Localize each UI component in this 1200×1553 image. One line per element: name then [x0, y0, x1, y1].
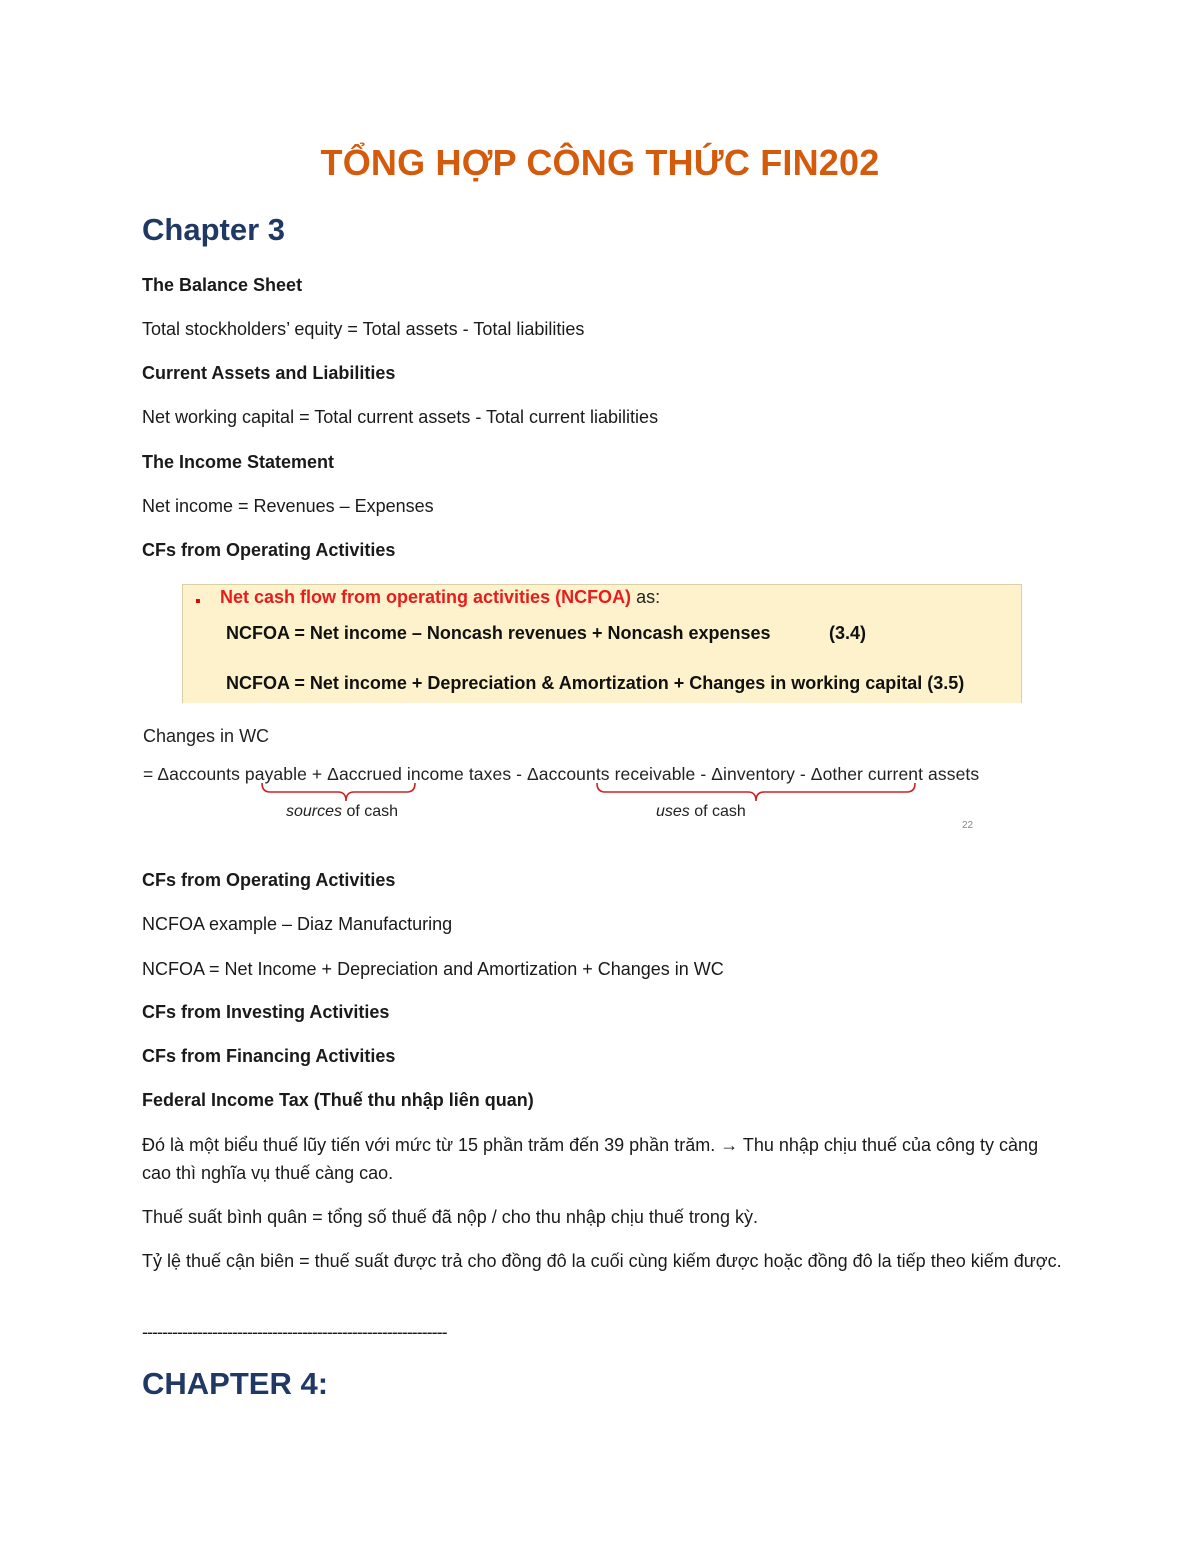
ncfoa-formula: NCFOA = Net Income + Depreciation and Amortization + Changes in WC [142, 959, 724, 979]
document-title: TỔNG HỢP CÔNG THỨC FIN202 [320, 142, 880, 183]
ncfoa-formula-1: NCFOA = Net income – Noncash revenues + Noncash expenses [226, 623, 771, 643]
net-working-capital-formula: Net working capital = Total current assets - Total current liabilities [142, 407, 659, 427]
cfo-heading-2: CFs from Operating Activities [142, 870, 396, 890]
ncfoa-formula-1-number: (3.4) [829, 623, 867, 643]
tax-paragraph-1: Đó là một biểu thuế lũy tiến với mức từ 15 phần trăm đến 39 phần trăm. → Thu nhập chịu thuế của công ty càng cao thì nghĩa vụ thuế càng cao. [142, 1135, 1039, 1183]
bullet-icon: ▪ [195, 593, 201, 610]
tax-paragraph-3: Tỷ lệ thuế cận biên = thuế suất được trả cho đồng đô la cuối cùng kiếm được hoặc đồng đô la tiếp theo kiếm được. [142, 1251, 1062, 1271]
sources-label-normal: of cash [342, 803, 399, 820]
changes-in-wc-title: Changes in WC [143, 726, 270, 746]
uses-label-normal: of cash [689, 803, 746, 820]
uses-label-italic: uses [656, 803, 690, 820]
ncfoa-example: NCFOA example – Diaz Manufacturing [142, 914, 453, 934]
cff-heading: CFs from Financing Activities [142, 1046, 396, 1066]
slide-number: 22 [962, 820, 974, 831]
balance-sheet-heading: The Balance Sheet [142, 275, 303, 295]
uses-of-cash-label [656, 803, 746, 821]
income-statement-heading: The Income Statement [142, 452, 335, 472]
ncfoa-intro-tail: as: [631, 587, 661, 607]
sources-brace [262, 783, 415, 801]
current-assets-heading: Current Assets and Liabilities [142, 363, 396, 383]
net-income-formula: Net income = Revenues – Expenses [142, 496, 434, 516]
cfi-heading: CFs from Investing Activities [142, 1002, 390, 1022]
separator-line: ------------------------------------------------------------- [142, 1322, 447, 1342]
chapter-4-heading: CHAPTER 4: [142, 1366, 329, 1401]
uses-brace [597, 783, 915, 801]
ncfoa-formula-2: NCFOA = Net income + Depreciation & Amortization + Changes in working capital (3.5) [226, 673, 965, 693]
chapter-3-heading: Chapter 3 [142, 212, 285, 247]
changes-in-wc-equation: = Δaccounts payable + Δaccrued income taxes - Δaccounts receivable - Δinventory - Δother current assets [143, 764, 980, 784]
sources-label-italic: sources [286, 803, 343, 820]
sources-of-cash-label [286, 803, 398, 821]
tax-paragraph-2: Thuế suất bình quân = tổng số thuế đã nộp / cho thu nhập chịu thuế trong kỳ. [142, 1207, 758, 1227]
cfo-heading: CFs from Operating Activities [142, 540, 396, 560]
federal-income-tax-heading: Federal Income Tax (Thuế thu nhập liên quan) [142, 1090, 534, 1110]
balance-sheet-formula: Total stockholders’ equity = Total assets - Total liabilities [142, 319, 585, 339]
ncfoa-intro-red: Net cash flow from operating activities (NCFOA) [220, 587, 632, 607]
